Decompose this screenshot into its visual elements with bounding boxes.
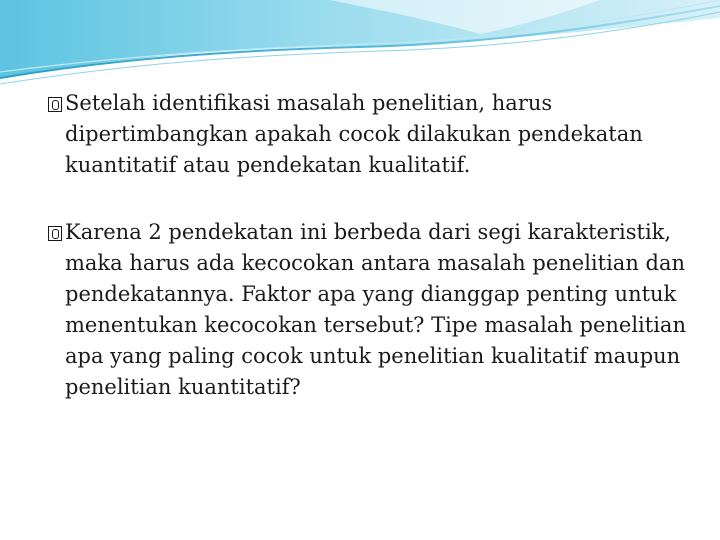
missing-glyph-bullet-icon [48,226,62,241]
bullet-item [48,217,688,403]
slide-content [48,88,688,403]
missing-glyph-bullet-icon [48,97,62,112]
bullet-text: Setelah identifikasi masalah penelitian, harus dipertimbangkan apakah cocok dilakukan pendekatan kuantitatif atau pendekatan kualitatif. [65,91,643,177]
wave-band-main [0,0,720,78]
bullet-text: Karena 2 pendekatan ini berbeda dari segi karakteristik, maka harus ada kecocokan antara masalah penelitian dan pendekatannya. Faktor apa yang dianggap penting untuk menentukan kecocokan tersebut? Tipe masalah penelitian apa yang paling cocok untuk penelitian kualitatif maupun penelitian kuantitatif? [65,220,686,399]
header-wave-decoration [0,0,720,100]
bullet-item [48,88,688,181]
